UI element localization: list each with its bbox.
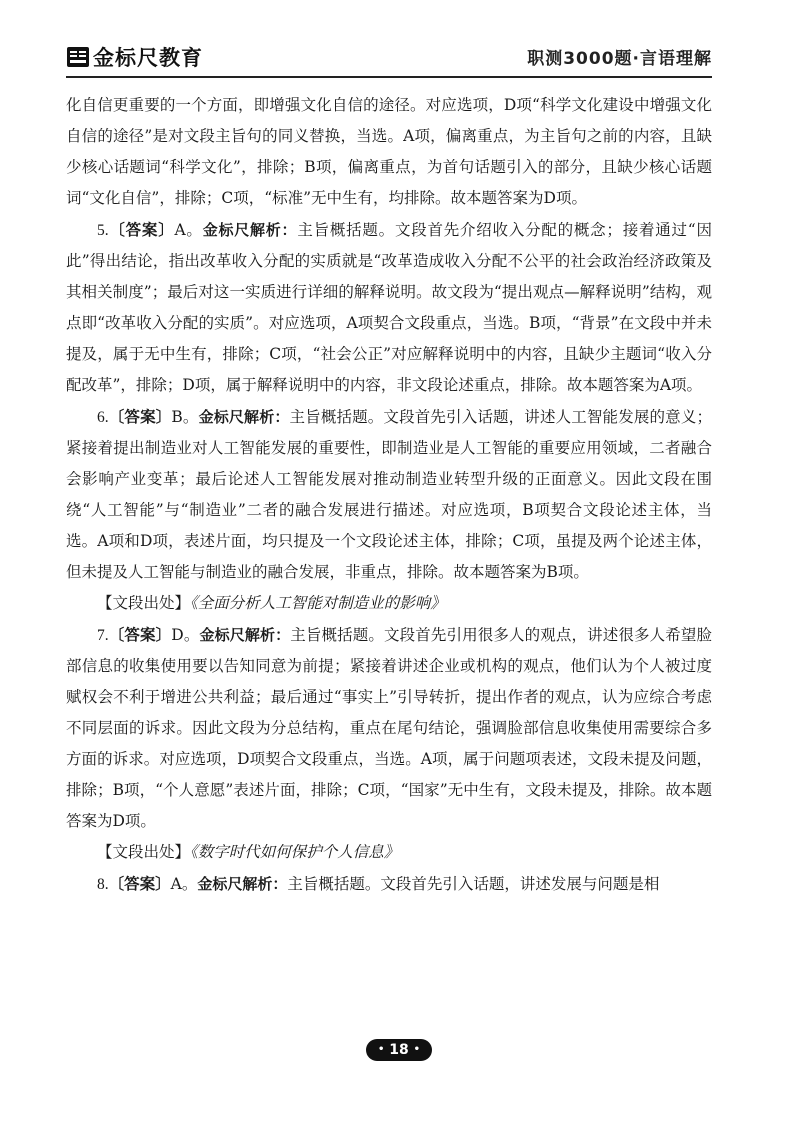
answer-value: D。 xyxy=(171,626,200,644)
logo-text: 金标尺教育 xyxy=(93,46,203,70)
header-title: 职测3000题·言语理解 xyxy=(527,49,712,69)
answer-value: A。 xyxy=(170,875,198,893)
analysis-text: 主旨概括题。文段首先介绍收入分配的概念；接着通过“因此”得出结论，指出改革收入分配的实质就是“改革造成收入分配不公平的社会政治经济政策及其相关制度”；最后对这一实质进行详细的解释说明。故文段为“提出观点—解释说明”结构，观点即“改革收入分配的实质”。对应选项，A项契合文段重点，当选。B项，“背景”在文段中并未提及，属于无中生有，排除；C项，“社会公正”对应解释说明中的内容，且缺少主题词“收入分配改革”，排除；D项，属于解释说明中的内容，非文段论述重点，排除。故本题答案为A项。 xyxy=(66,221,712,394)
book-icon xyxy=(66,45,90,69)
page-body xyxy=(66,90,712,900)
paragraph-continued xyxy=(66,90,712,214)
answer-value: B。 xyxy=(171,408,199,426)
answer-label: 〔答案〕 xyxy=(108,220,175,239)
answer-label: 〔答案〕 xyxy=(108,625,172,644)
analysis-label: 金标尺解析： xyxy=(198,408,290,426)
answer-7 xyxy=(66,619,712,837)
answer-5 xyxy=(66,214,712,401)
source-title: 《全面分析人工智能对制造业的影响》 xyxy=(190,594,446,612)
paragraph-text: 化自信更重要的一个方面，即增强文化自信的途径。对应选项，D项“科学文化建设中增强文化自信的途径”是对文段主旨句的同义替换，当选。A项，偏离重点，为主旨句之前的内容，且缺少核心话题词“科学文化”，排除；B项，偏离重点，为首句话题引入的部分，且缺少核心话题词“文化自信”，排除；C项，“标准”无中生有，均排除。故本题答案为D项。 xyxy=(66,96,712,207)
source-title: 《数字时代如何保护个人信息》 xyxy=(190,843,400,861)
source-6 xyxy=(66,588,712,619)
analysis-text: 主旨概括题。文段首先引用很多人的观点，讲述很多人希望脸部信息的收集使用要以告知同意为前提；紧接着讲述企业或机构的观点，他们认为个人被过度赋权会不利于增进公共利益；最后通过“事实上”引导转折，提出作者的观点，认为应综合考虑不同层面的诉求。因此文段为分总结构，重点在尾句结论，强调脸部信息收集使用需要综合多方面的诉求。对应选项，D项契合文段重点，当选。A项，属于问题项表述，文段未提及问题，排除；B项，“个人意愿”表述片面，排除；C项，“国家”无中生有，文段未提及，排除。故本题答案为D项。 xyxy=(66,626,712,830)
answer-value: A。 xyxy=(174,221,203,239)
page-number: • 18 • xyxy=(366,1039,432,1061)
analysis-label: 金标尺解析： xyxy=(199,626,291,644)
analysis-label: 金标尺解析： xyxy=(197,875,288,893)
question-number: 5. xyxy=(97,222,109,239)
answer-label: 〔答案〕 xyxy=(108,874,171,893)
page-number-text: 18 xyxy=(389,1042,409,1058)
analysis-label: 金标尺解析： xyxy=(202,221,298,239)
answer-label: 〔答案〕 xyxy=(108,407,172,426)
answer-8 xyxy=(66,868,712,900)
page-header xyxy=(66,40,712,80)
header-divider xyxy=(66,76,712,78)
question-number: 6. xyxy=(97,409,109,426)
question-number: 7. xyxy=(97,627,109,644)
brand-logo xyxy=(66,42,203,72)
source-7 xyxy=(66,837,712,868)
analysis-text: 主旨概括题。文段首先引入话题，讲述人工智能发展的意义；紧接着提出制造业对人工智能发展的重要性，即制造业是人工智能的重要应用领域，二者融合会影响产业变革；最后论述人工智能发展对推动制造业转型升级的正面意义。因此文段在围绕“人工智能”与“制造业”二者的融合发展进行描述。对应选项，B项契合文段论述主体，当选。A项和D项，表述片面，均只提及一个文段论述主体，排除；C项，虽提及两个论述主体，但未提及人工智能与制造业的融合发展，非重点，排除。故本题答案为B项。 xyxy=(66,408,712,581)
answer-6 xyxy=(66,401,712,588)
analysis-text: 主旨概括题。文段首先引入话题，讲述发展与问题是相 xyxy=(287,875,660,893)
question-number: 8. xyxy=(97,876,109,893)
source-label: 【文段出处】 xyxy=(97,843,191,861)
source-label: 【文段出处】 xyxy=(97,594,191,612)
